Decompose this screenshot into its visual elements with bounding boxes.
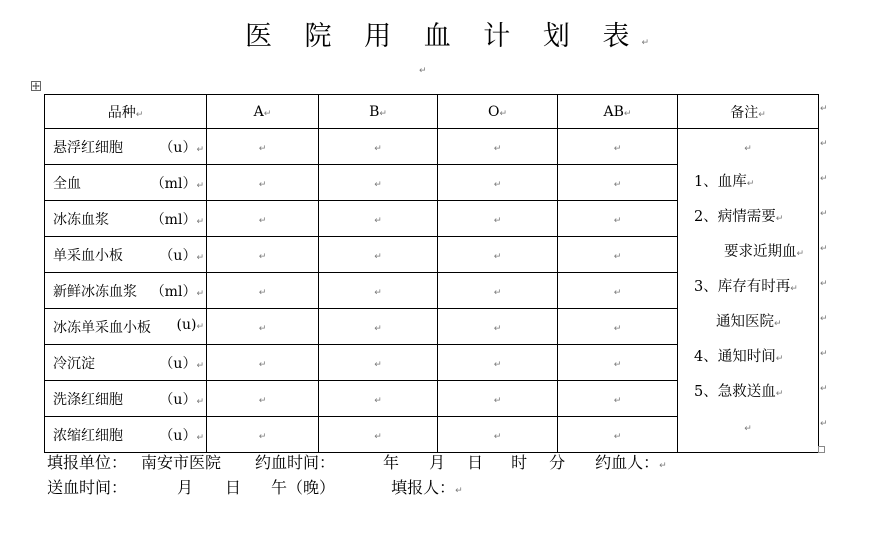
row-end-mark-icon: ↵ — [820, 139, 828, 149]
table-header-row — [45, 95, 819, 129]
paragraph-mark-icon: ↵ — [196, 252, 204, 263]
delivery-day-label: 日 — [225, 478, 242, 497]
paragraph-mark-icon: ↵ — [623, 108, 632, 119]
paragraph-mark-icon: ↵ — [493, 395, 502, 406]
paragraph-mark-icon: ↵ — [258, 179, 267, 190]
hour-label: 时 — [511, 453, 528, 472]
variety-cell[interactable] — [45, 417, 207, 453]
variety-unit: （u） — [159, 391, 197, 408]
paragraph-mark-icon: ↵ — [258, 287, 267, 298]
header-type-a[interactable] — [207, 95, 319, 129]
paragraph-mark-icon: ↵ — [258, 431, 267, 442]
remark-line — [678, 312, 818, 347]
variety-cell[interactable] — [45, 309, 207, 345]
paragraph-mark-icon: ↵ — [744, 424, 752, 434]
title-text: 医 院 用 血 计 划 表 — [244, 21, 642, 52]
row-end-mark-icon: ↵ — [820, 349, 828, 359]
footer-line-2 — [47, 475, 463, 498]
remark-text: 4、通知时间 — [694, 349, 776, 365]
paragraph-mark-icon: ↵ — [196, 144, 204, 155]
paragraph-mark-icon: ↵ — [258, 323, 267, 334]
paragraph-mark-icon: ↵ — [493, 323, 502, 334]
paragraph-mark-icon: ↵ — [419, 66, 427, 76]
blood-type-b-cell[interactable] — [319, 273, 438, 309]
blood-type-ab-cell[interactable] — [558, 381, 678, 417]
paragraph-mark-icon: ↵ — [374, 431, 382, 442]
blood-type-o-cell[interactable] — [438, 273, 558, 309]
blood-type-o-cell[interactable] — [438, 165, 558, 201]
variety-unit-wrap — [159, 137, 206, 157]
paragraph-mark-icon: ↵ — [196, 321, 204, 332]
variety-name: 洗涤红细胞 — [53, 391, 123, 408]
paragraph-mark-icon: ↵ — [374, 287, 382, 298]
blood-type-o-cell[interactable] — [438, 345, 558, 381]
blood-type-b-cell[interactable] — [319, 237, 438, 273]
header-label: A — [253, 103, 264, 120]
table-resize-handle[interactable] — [818, 446, 825, 453]
paragraph-mark-icon: ↵ — [196, 432, 204, 443]
paragraph-mark-icon: ↵ — [263, 108, 272, 119]
blood-plan-table — [44, 94, 819, 453]
blood-type-o-cell[interactable] — [438, 309, 558, 345]
paragraph-mark-icon: ↵ — [493, 179, 502, 190]
remark-text: 3、库存有时再 — [694, 279, 791, 295]
paragraph-mark-icon: ↵ — [746, 179, 755, 189]
blood-type-b-cell[interactable] — [319, 309, 438, 345]
paragraph-mark-icon: ↵ — [613, 323, 622, 334]
blood-type-b-cell[interactable] — [319, 129, 438, 165]
variety-name: 单采血小板 — [53, 247, 123, 264]
table-move-handle-icon[interactable] — [31, 81, 41, 91]
paragraph-mark-icon: ↵ — [613, 359, 622, 370]
remark-line — [678, 137, 818, 172]
paragraph-mark-icon: ↵ — [613, 143, 622, 154]
blood-type-o-cell[interactable] — [438, 417, 558, 453]
fill-unit-label: 填报单位： — [47, 453, 128, 472]
variety-name: 全血 — [53, 175, 81, 192]
paragraph-mark-icon: ↵ — [493, 287, 502, 298]
paragraph-mark-icon: ↵ — [758, 109, 766, 120]
row-end-mark-icon: ↵ — [820, 244, 828, 254]
paragraph-mark-icon: ↵ — [374, 251, 382, 262]
paragraph-mark-icon: ↵ — [613, 395, 622, 406]
row-end-mark-icon: ↵ — [820, 384, 828, 394]
day-label: 日 — [467, 453, 484, 472]
blood-type-a-cell[interactable] — [207, 201, 319, 237]
blood-type-ab-cell[interactable] — [558, 309, 678, 345]
variety-unit-wrap — [177, 317, 207, 333]
remark-line — [678, 382, 818, 417]
paragraph-mark-icon: ↵ — [613, 215, 622, 226]
paragraph-mark-icon: ↵ — [493, 359, 502, 370]
fill-unit-value: 南安市医院 — [141, 453, 222, 472]
paragraph-mark-icon: ↵ — [493, 251, 502, 262]
blood-type-b-cell[interactable] — [319, 417, 438, 453]
variety-name: 浓缩红细胞 — [53, 427, 123, 444]
blood-type-o-cell[interactable] — [438, 381, 558, 417]
variety-unit: （u） — [159, 139, 197, 156]
variety-unit: （ml） — [150, 175, 197, 192]
header-type-ab[interactable] — [558, 95, 678, 129]
remark-line — [678, 277, 818, 312]
variety-unit: （ml） — [150, 283, 197, 300]
variety-cell[interactable] — [45, 381, 207, 417]
remark-line — [678, 417, 818, 452]
paragraph-mark-icon: ↵ — [493, 215, 502, 226]
variety-cell[interactable] — [45, 201, 207, 237]
paragraph-mark-icon: ↵ — [135, 109, 144, 120]
variety-unit: （u） — [159, 355, 197, 372]
row-end-mark-icon: ↵ — [820, 174, 828, 184]
remark-line — [678, 242, 818, 277]
paragraph-mark-icon: ↵ — [775, 354, 784, 364]
header-type-b[interactable] — [319, 95, 438, 129]
table-row — [45, 129, 819, 165]
variety-cell[interactable] — [45, 237, 207, 273]
remark-line — [678, 172, 818, 207]
paragraph-mark-icon: ↵ — [374, 359, 382, 370]
variety-cell[interactable] — [45, 273, 207, 309]
remark-text: 2、病情需要 — [694, 209, 776, 225]
footer-line-1 — [47, 450, 667, 473]
remarks-cell[interactable] — [678, 129, 819, 453]
variety-unit-wrap — [159, 245, 206, 265]
variety-unit-wrap — [159, 389, 206, 409]
variety-cell[interactable] — [45, 129, 207, 165]
blood-type-b-cell[interactable] — [319, 201, 438, 237]
row-end-mark-icon: ↵ — [820, 419, 828, 429]
blood-type-ab-cell[interactable] — [558, 417, 678, 453]
paragraph-mark-icon: ↵ — [796, 249, 805, 259]
row-end-mark-icon: ↵ — [820, 104, 828, 114]
variety-unit: （ml） — [150, 211, 197, 228]
paragraph-mark-icon: ↵ — [374, 215, 382, 226]
year-label: 年 — [383, 453, 400, 472]
blood-type-a-cell[interactable] — [207, 381, 319, 417]
paragraph-mark-icon: ↵ — [258, 359, 267, 370]
month-label: 月 — [429, 453, 446, 472]
paragraph-mark-icon: ↵ — [379, 108, 387, 119]
row-end-mark-icon: ↵ — [820, 314, 828, 324]
paragraph-mark-icon: ↵ — [374, 395, 382, 406]
blood-type-ab-cell[interactable] — [558, 201, 678, 237]
appointment-time-label: 约血时间： — [255, 453, 336, 472]
variety-name: 冷沉淀 — [53, 355, 95, 372]
variety-unit-wrap — [159, 425, 206, 445]
paragraph-mark-icon: ↵ — [493, 143, 502, 154]
paragraph-mark-icon: ↵ — [790, 284, 798, 294]
document-title — [0, 14, 894, 53]
variety-name: 冰冻单采血小板 — [53, 319, 151, 336]
paragraph-mark-icon: ↵ — [744, 144, 752, 154]
delivery-month-label: 月 — [177, 478, 194, 497]
delivery-ampm-label: 午（晚） — [271, 478, 336, 497]
paragraph-mark-icon: ↵ — [258, 395, 267, 406]
header-label: O — [487, 103, 500, 120]
variety-name: 冰冻血浆 — [53, 211, 109, 228]
blood-type-o-cell[interactable] — [438, 201, 558, 237]
remark-text: 要求近期血 — [724, 244, 797, 260]
header-label: 品种 — [107, 104, 136, 121]
variety-unit-wrap — [151, 209, 206, 229]
blood-type-a-cell[interactable] — [207, 345, 319, 381]
blood-type-b-cell[interactable] — [319, 345, 438, 381]
remark-text: 5、急救送血 — [694, 384, 776, 400]
blood-type-ab-cell[interactable] — [558, 165, 678, 201]
paragraph-mark-icon: ↵ — [493, 431, 502, 442]
row-end-mark-icon: ↵ — [820, 209, 828, 219]
variety-unit-wrap — [159, 353, 206, 373]
blood-type-a-cell[interactable] — [207, 273, 319, 309]
delivery-time-label: 送血时间： — [47, 478, 128, 497]
variety-name: 新鲜冰冻血浆 — [53, 283, 137, 300]
header-label: 备注 — [730, 104, 759, 121]
variety-unit: (u) — [176, 316, 197, 333]
paragraph-mark-icon: ↵ — [258, 143, 267, 154]
minute-label: 分 — [549, 453, 566, 472]
header-label: AB — [603, 103, 624, 120]
paragraph-mark-icon: ↵ — [641, 38, 650, 48]
paragraph-mark-icon: ↵ — [775, 214, 784, 224]
variety-unit: （u） — [159, 427, 197, 444]
remark-line — [678, 207, 818, 242]
blood-type-o-cell[interactable] — [438, 237, 558, 273]
remark-text: 通知医院 — [716, 314, 774, 330]
header-variety[interactable] — [45, 95, 207, 129]
blood-type-a-cell[interactable] — [207, 237, 319, 273]
blood-type-a-cell[interactable] — [207, 417, 319, 453]
variety-unit-wrap — [151, 281, 206, 301]
header-label: B — [369, 103, 380, 120]
paragraph-mark-icon: ↵ — [775, 389, 784, 399]
blood-type-ab-cell[interactable] — [558, 129, 678, 165]
remark-line — [678, 347, 818, 382]
paragraph-mark-icon: ↵ — [613, 251, 622, 262]
appointment-person-label: 约血人： — [595, 453, 660, 472]
paragraph-mark-icon: ↵ — [774, 319, 782, 329]
paragraph-mark-icon: ↵ — [613, 179, 622, 190]
paragraph-mark-icon: ↵ — [196, 360, 204, 371]
blood-type-o-cell[interactable] — [438, 129, 558, 165]
paragraph-mark-icon: ↵ — [659, 461, 667, 471]
blood-type-b-cell[interactable] — [319, 165, 438, 201]
row-end-mark-icon: ↵ — [820, 279, 828, 289]
variety-unit: （u） — [159, 247, 197, 264]
paragraph-mark-icon: ↵ — [455, 486, 463, 496]
blood-type-ab-cell[interactable] — [558, 273, 678, 309]
blood-type-a-cell[interactable] — [207, 129, 319, 165]
blood-type-a-cell[interactable] — [207, 309, 319, 345]
paragraph-mark-icon: ↵ — [374, 179, 382, 190]
blood-type-a-cell[interactable] — [207, 165, 319, 201]
paragraph-mark-icon: ↵ — [499, 108, 508, 119]
paragraph-mark-icon: ↵ — [374, 323, 382, 334]
variety-name: 悬浮红细胞 — [53, 139, 123, 156]
paragraph-mark-icon: ↵ — [613, 287, 622, 298]
blood-type-ab-cell[interactable] — [558, 237, 678, 273]
paragraph-mark-icon: ↵ — [258, 251, 267, 262]
filler-label: 填报人： — [391, 478, 456, 497]
paragraph-mark-icon: ↵ — [196, 396, 204, 407]
variety-cell[interactable] — [45, 165, 207, 201]
paragraph-mark-icon: ↵ — [258, 215, 267, 226]
variety-cell[interactable] — [45, 345, 207, 381]
paragraph-mark-icon: ↵ — [374, 143, 382, 154]
paragraph-mark-icon: ↵ — [196, 180, 204, 191]
paragraph-mark-icon: ↵ — [196, 288, 204, 299]
remark-text: 1、血库 — [694, 174, 747, 190]
paragraph-mark-icon: ↵ — [196, 216, 204, 227]
paragraph-mark-icon: ↵ — [613, 431, 622, 442]
header-remarks[interactable] — [678, 95, 819, 129]
blood-type-ab-cell[interactable] — [558, 345, 678, 381]
variety-unit-wrap — [151, 173, 206, 193]
blood-type-b-cell[interactable] — [319, 381, 438, 417]
header-type-o[interactable] — [438, 95, 558, 129]
